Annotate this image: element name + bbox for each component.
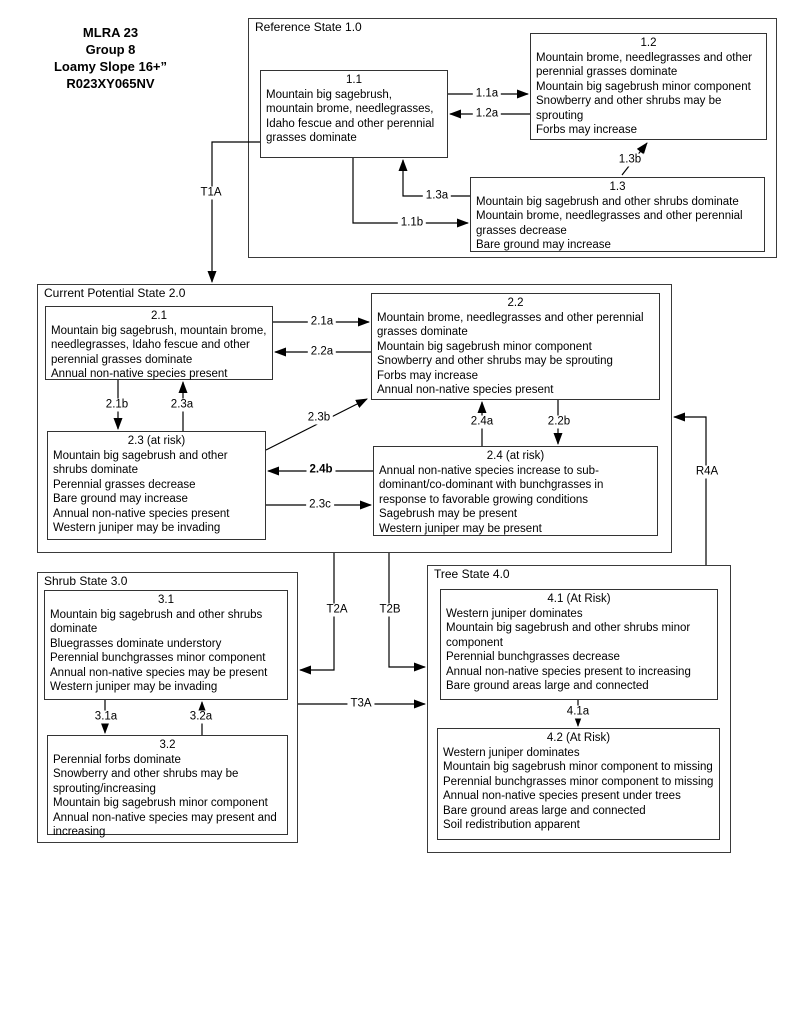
box-4-1-text: Bare ground areas large and connected [446,680,649,692]
box-2-2-text: Mountain big sagebrush minor component [377,340,592,353]
arrow-label-2-2a: 2.2a [308,346,336,359]
box-3-1-text: Annual non-native species may be present [50,666,268,679]
box-3-1 [44,590,288,700]
box-1-3 [470,177,765,252]
current-potential-state-label: Current Potential State 2.0 [44,286,186,300]
arrow-r4a [674,417,706,565]
reference-state-label: Reference State 1.0 [255,20,362,34]
box-2-2 [371,293,660,400]
box-4-2 [437,728,720,840]
arrow-label-1-1b: 1.1b [398,217,426,230]
box-4-2-text: Perennial bunchgrasses minor component to missing [443,775,714,788]
box-2-2-text: Annual non-native species present [377,384,554,396]
box-2-4-text: Western juniper may be present [379,522,542,535]
arrow-label-2-3c: 2.3c [306,499,334,512]
arrow-label-2-4b: 2.4b [306,464,335,477]
box-2-3-text: Bare ground may increase [53,493,188,505]
box-2-2-text: Snowberry and other shrubs may be sprouting [377,355,613,367]
arrow-label-t2b: T2B [376,604,403,617]
title-line-mlra: MLRA 23 [82,25,139,40]
arrow-label-1-2a: 1.2a [473,108,501,121]
box-4-1-text: Perennial bunchgrasses decrease [446,651,620,663]
arrow-label-t2a: T2A [323,604,350,617]
box-4-2-text: Annual non-native species present under trees [443,790,681,802]
box-2-2-title: 2.2 [507,297,524,309]
box-2-1-text: Annual non-native species present [51,368,228,380]
box-2-1-text: Mountain big sagebrush, mountain brome, needlegrasses, Idaho fescue and other perennial grasses dominate [51,324,267,366]
box-4-2-text: Western juniper dominates [443,746,580,759]
box-2-3-text: Western juniper may be invading [53,522,221,534]
box-2-3 [47,431,266,540]
box-1-3-text: Mountain big sagebrush and other shrubs dominate [476,195,739,208]
box-3-1-text: Western juniper may be invading [50,681,218,693]
arrow-label-2-1a: 2.1a [308,316,336,329]
box-1-1 [260,70,448,158]
arrow-label-1-3a: 1.3a [423,190,451,203]
box-1-2-text: Forbs may increase [536,124,637,136]
arrow-label-3-2a: 3.2a [187,711,215,724]
box-3-1-text: Bluegrasses dominate understory [50,637,222,650]
box-2-4-title: 2.4 (at risk) [486,450,545,462]
box-3-1-title: 3.1 [158,594,174,606]
box-3-2-text: Annual non-native species may present and increasing [53,811,277,838]
box-4-1-text: Mountain big sagebrush and other shrubs minor component [446,622,691,649]
box-2-3-text: Perennial grasses decrease [53,478,196,491]
title-line-group: Group 8 [85,42,136,57]
arrow-label-2-1b: 2.1b [103,399,131,412]
box-2-2-text: Forbs may increase [377,369,478,382]
box-2-3-text: Mountain big sagebrush and other shrubs dominate [53,449,228,476]
arrow-label-r4a: R4A [693,466,721,479]
diagram-title-block [28,24,193,92]
box-1-1-text: Mountain big sagebrush, mountain brome, needlegrasses, Idaho fescue and other perennial grasses dominate [266,88,435,144]
box-4-2-text: Soil redistribution apparent [443,819,580,831]
title-line-site: Loamy Slope 16+” [53,59,168,74]
box-4-1-text: Western juniper dominates [446,607,583,620]
box-3-1-text: Mountain big sagebrush and other shrubs dominate [50,608,263,635]
box-2-1-title: 2.1 [151,310,167,322]
box-2-4-text: Sagebrush may be present [379,508,518,520]
title-line-site-id: R023XY065NV [66,76,155,91]
box-1-2-text: Mountain brome, needlegrasses and other perennial grasses dominate [536,51,753,78]
arrow-label-2-2b: 2.2b [545,416,573,429]
box-1-3-text: Mountain brome, needlegrasses and other perennial grasses decrease [476,210,743,237]
box-1-3-text: Bare ground may increase [476,239,611,251]
box-1-1-title: 1.1 [346,74,362,86]
box-1-3-title: 1.3 [609,181,626,193]
arrow-label-3-1a: 3.1a [92,711,120,724]
box-2-4-text: Annual non-native species increase to sub-dominant/co-dominant with bunchgrasses in response to favorable growing conditions [379,464,604,506]
box-1-2-title: 1.2 [640,37,657,49]
box-4-1-title: 4.1 (At Risk) [547,593,611,605]
box-2-3-text: Annual non-native species present [53,507,230,520]
arrow-label-1-1a: 1.1a [473,88,501,101]
box-1-2 [530,33,767,140]
box-3-2-text: Perennial forbs dominate [53,753,181,766]
box-4-2-text: Mountain big sagebrush minor component to missing [443,761,713,773]
box-3-2-text: Mountain big sagebrush minor component [53,797,268,809]
box-1-2-text: Mountain big sagebrush minor component [536,80,751,93]
box-2-1 [45,306,273,380]
shrub-state-label: Shrub State 3.0 [44,574,128,588]
arrow-label-2-4a: 2.4a [468,416,496,429]
arrow-label-t1a: T1A [197,187,224,200]
box-4-1-text: Annual non-native species present to increasing [446,665,691,678]
box-4-2-title: 4.2 (At Risk) [546,732,611,744]
box-4-2-text: Bare ground areas large and connected [443,804,646,817]
box-3-2-text: Snowberry and other shrubs may be sprouting/increasing [53,768,239,795]
box-2-3-title: 2.3 (at risk) [127,435,186,447]
box-2-2-text: Mountain brome, needlegrasses and other perennial grasses dominate [377,311,644,338]
box-2-4 [373,446,658,536]
box-4-1 [440,589,718,700]
box-3-2 [47,735,288,838]
arrow-label-t3a: T3A [347,698,374,711]
arrow-label-2-3a: 2.3a [168,399,196,412]
box-3-1-text: Perennial bunchgrasses minor component [50,652,266,664]
tree-state-label: Tree State 4.0 [434,567,510,581]
arrow-label-1-3b: 1.3b [616,154,644,167]
arrow-label-2-3b: 2.3b [305,412,333,425]
box-3-2-title: 3.2 [159,739,176,751]
box-1-2-text: Snowberry and other shrubs may be sprouting [536,95,722,122]
arrow-label-4-1a: 4.1a [564,706,592,719]
